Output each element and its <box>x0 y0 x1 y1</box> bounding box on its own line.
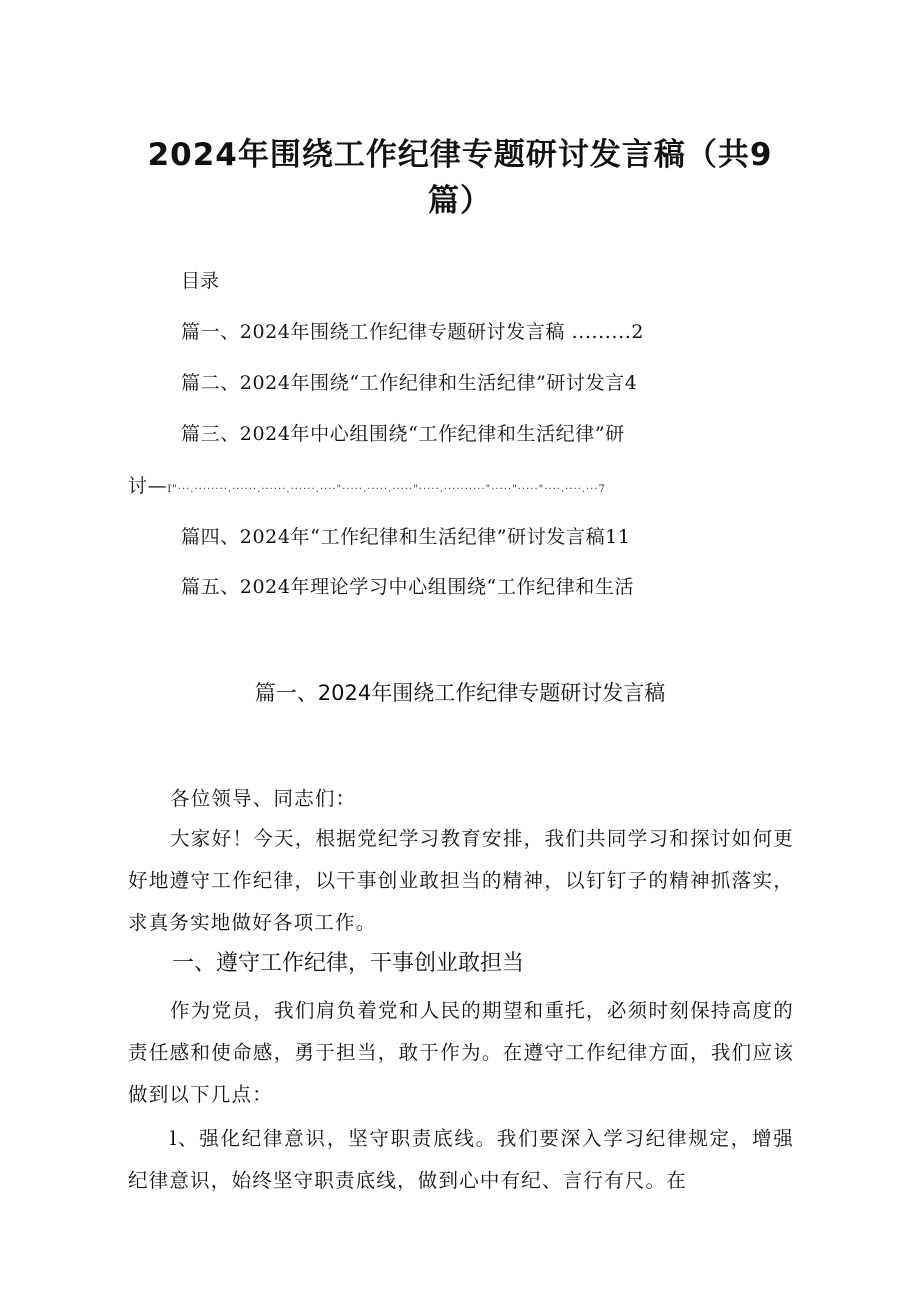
toc-item-4[interactable]: 篇四、2024年“工作纪律和生活纪律”研讨发言稿11 <box>181 526 631 548</box>
toc-item-3-leader-dots: I"···.········.······.······.······.····"·····.·····.·····"·····.··········"·····"·····"····.····.···7 <box>167 484 606 495</box>
toc-item-3-text: 讨— <box>128 475 168 497</box>
document-title <box>100 132 820 224</box>
toc-item-2[interactable]: 篇二、2024年围绕“工作纪律和生活纪律”研讨发言4 <box>181 372 638 394</box>
paragraph-3: l、强化纪律意识，坚守职责底线。我们要深入学习纪律规定，增强纪律意识，始终坚守职责底线，做到心中有纪、言行有尺。在 <box>128 1127 794 1192</box>
toc-item-1[interactable]: 篇一、2024年围绕工作纪律专题研讨发言稿 .........2 <box>181 321 645 343</box>
paragraph-2: 作为党员，我们肩负着党和人民的期望和重托，必须时刻保持高度的责任感和使命感，勇于担当，敢于作为。在遵守工作纪律方面，我们应该做到以下几点： <box>128 999 794 1106</box>
paragraph-1: 大家好！今天，根据党纪学习教育安排，我们共同学习和探讨如何更好地遵守工作纪律，以干事创业敢担当的精神，以钉钉子的精神抓落实，求真务实地做好各项工作。 <box>128 827 794 934</box>
title-line-2: 篇） <box>428 183 492 219</box>
toc-item-3-continuation[interactable] <box>128 471 780 505</box>
title-line-1: 2024年围绕工作纪律专题研讨发言稿（共9 <box>147 137 773 173</box>
heading-1: 一、遵守工作纪律，干事创业敢担当 <box>172 951 525 976</box>
section-title: 篇一、2024年围绕工作纪律专题研讨发言稿 <box>254 681 666 705</box>
salutation: 各位领导、同志们： <box>170 787 357 810</box>
toc-item-3[interactable]: 篇三、2024年中心组围绕“工作纪律和生活纪律”研 <box>181 423 625 445</box>
toc-heading: 目录 <box>181 270 220 292</box>
toc-item-5[interactable]: 篇五、2024年理论学习中心组围绕“工作纪律和生活 <box>181 576 635 598</box>
